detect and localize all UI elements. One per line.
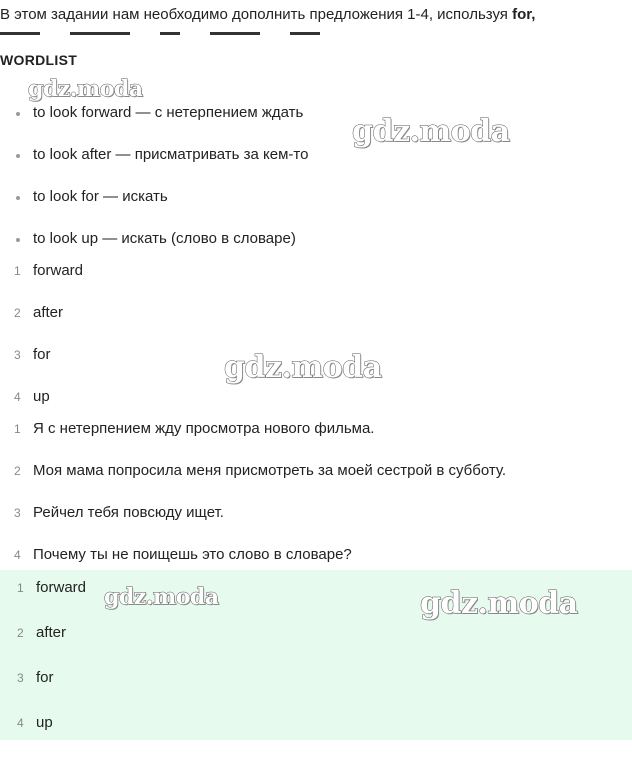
bullet-icon: [16, 238, 20, 242]
item-number: 3: [14, 506, 21, 520]
intro-text: [0, 6, 535, 23]
item-number: 3: [14, 348, 21, 362]
watermark: gdz.moda: [28, 76, 143, 102]
intro-plain: В этом задании нам необходимо дополнить предложения 1-4, используя: [0, 6, 513, 23]
final-answer-text: for: [36, 669, 54, 686]
watermark: gdz.moda: [420, 586, 578, 621]
wordlist-item-text: to look after — присматривать за кем-то: [33, 146, 309, 163]
wordlist-item-text: to look forward — с нетерпением ждать: [33, 104, 304, 121]
item-number: 2: [14, 464, 21, 478]
item-number: 2: [14, 306, 21, 320]
translation-text: Моя мама попросила меня присмотреть за моей сестрой в субботу.: [33, 462, 507, 479]
translation-text: Я с нетерпением жду просмотра нового фильма.: [33, 420, 375, 437]
translation-text: Почему ты не поищешь это слово в словаре?: [33, 546, 352, 563]
final-answer-text: up: [36, 714, 53, 731]
item-number: 4: [17, 716, 24, 730]
final-answer-text: after: [36, 624, 67, 641]
answer-text: after: [33, 304, 64, 321]
answer-text: up: [33, 388, 50, 405]
final-answer-text: forward: [36, 579, 87, 596]
watermark: gdz.moda: [224, 350, 382, 385]
item-number: 2: [17, 626, 24, 640]
item-number: 4: [14, 390, 21, 404]
translation-text: Рейчел тебя повсюду ищет.: [33, 504, 224, 521]
cut-off-line: [0, 32, 400, 42]
item-number: 3: [17, 671, 24, 685]
item-number: 1: [14, 422, 21, 436]
item-number: 4: [14, 548, 21, 562]
item-number: 1: [17, 581, 24, 595]
item-number: 1: [14, 264, 21, 278]
bullet-icon: [16, 196, 20, 200]
bullet-icon: [16, 112, 20, 116]
wordlist-item-text: to look up — искать (слово в словаре): [33, 230, 296, 247]
answer-text: for: [33, 346, 51, 363]
wordlist-item-text: to look for — искать: [33, 188, 168, 205]
intro-bold: for,: [512, 6, 536, 23]
watermark: gdz.moda: [104, 584, 219, 610]
watermark: gdz.moda: [352, 114, 510, 149]
bullet-icon: [16, 154, 20, 158]
answer-text: forward: [33, 262, 84, 279]
wordlist-title: WORDLIST: [0, 52, 78, 68]
